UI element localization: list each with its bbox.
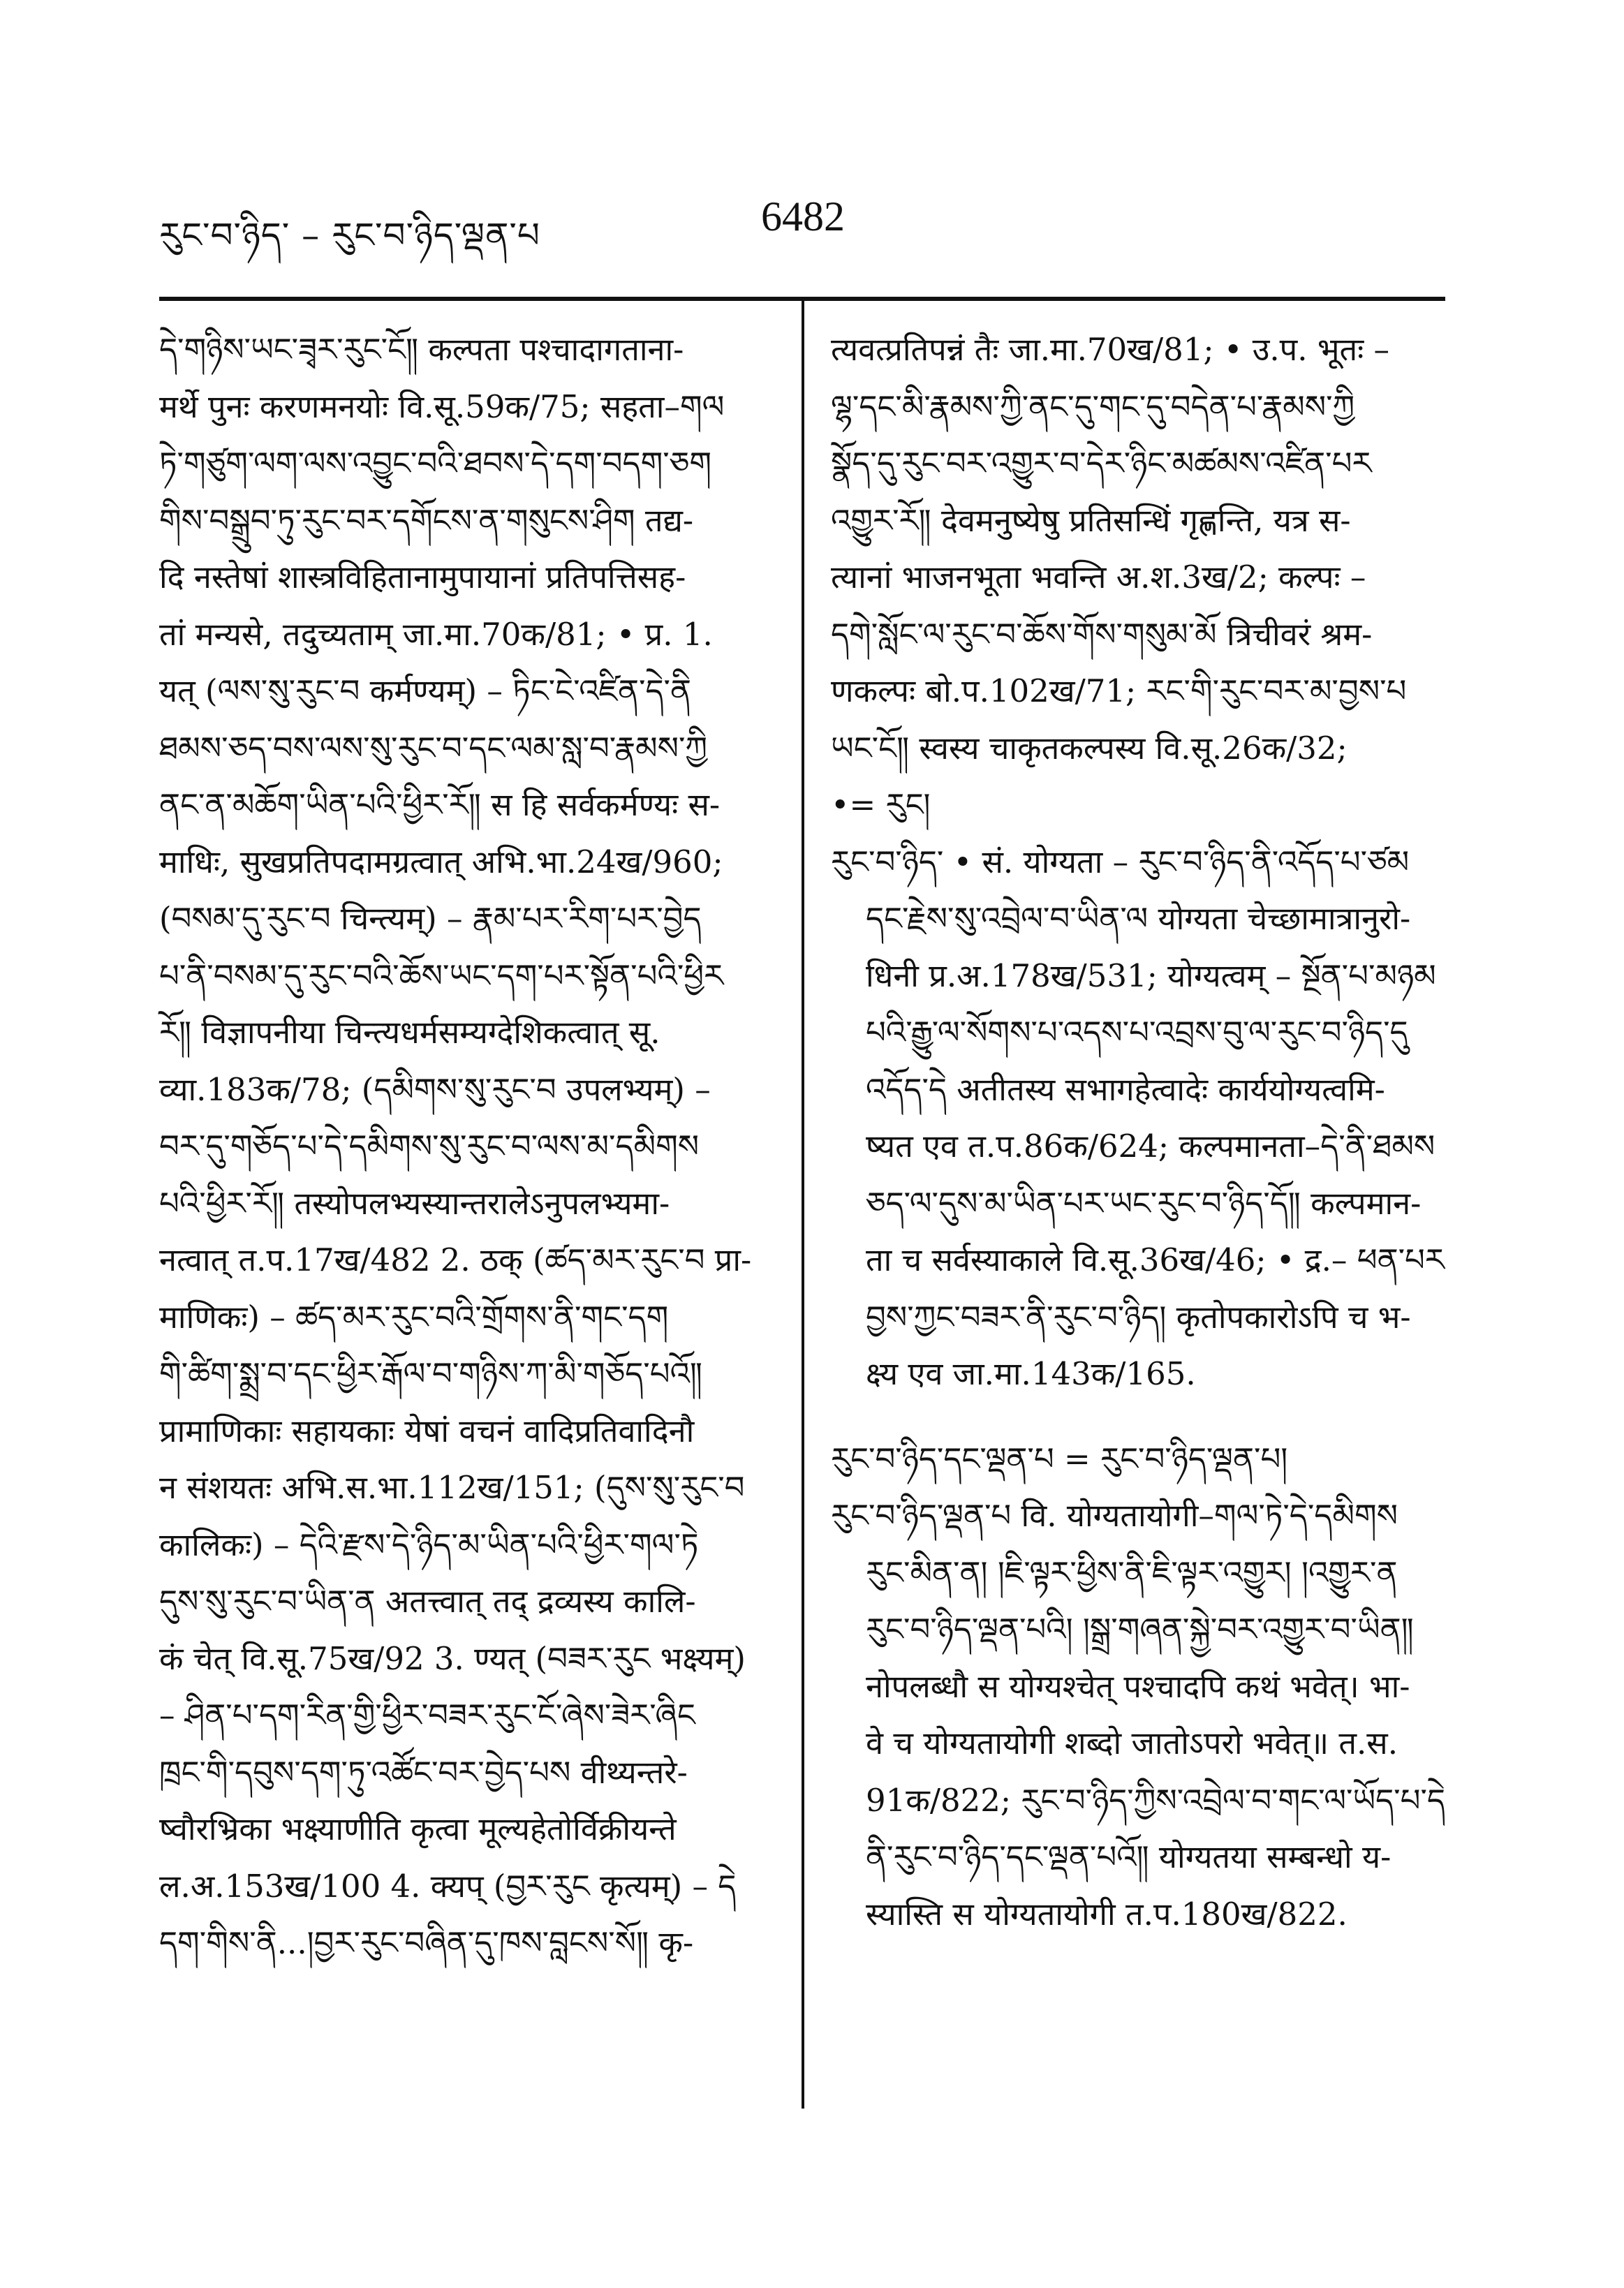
text-line: यत् (ལས་སུ་རུང་བ कर्मण्यम्) – ཏིང་ངེ་འཛིན་དེ་ནི <box>159 672 691 709</box>
text-line: न संशयतः अभि.स.भा.112ख/151; (དུས་སུ་རུང་བ <box>159 1469 745 1506</box>
right-column <box>831 321 1452 1942</box>
headword-line: རུང་བ་ཉིད་དང་ལྡན་པ = རུང་བ་ཉིད་ལྡན་པ། <box>831 1440 1288 1477</box>
text-line: དེ་གཉིས་ཡང་ཟྭར་རུང་ངོ༎ कल्पता पश्चादागताना- <box>159 331 684 368</box>
text-line: དུས་སུ་རུང་བ་ཡིན་ན अतत्त्वात् तद् द्रव्यस्य कालि- <box>159 1583 696 1620</box>
text-line: པ་ནི་བསམ་དུ་རུང་བའི་ཆོས་ཡང་དག་པར་སྟོན་པའི་ཕྱིར <box>159 957 724 994</box>
text-line: པའི་རྒྱུ་ལ་སོགས་པ་འདས་པ་འབྲས་བུ་ལ་རུང་བ་ཉིད་དུ <box>866 1014 1408 1051</box>
text-line: ནང་ན་མཆོག་ཡིན་པའི་ཕྱིར་རོ༎ स हि सर्वकर्मण्यः स- <box>159 786 721 823</box>
text-line: ཐམས་ཅད་བས་ལས་སུ་རུང་བ་དང་ལམ་སླ་བ་རྣམས་ཀྱི <box>159 729 708 767</box>
text-line: གིས་བསྒྲུབ་ཏུ་རུང་བར་དགོངས་ན་གསུངས་ཤིག तद्य- <box>159 501 694 539</box>
entry-gap <box>831 1403 1452 1431</box>
text-line: धिनी प्र.अ.178ख/531; योग्यत्वम् – སྔོན་པ་མཉམ <box>866 957 1436 994</box>
text-line: माणिकः) – ཚད་མར་རུང་བའི་གྲོགས་ནི་གང་དག <box>159 1298 669 1336</box>
text-line: ल.अ.153ख/100 4. क्यप् (བྱར་རུང कृत्यम्) – དེ <box>159 1867 737 1905</box>
text-line: དང་རྗེས་སུ་འབྲེལ་བ་ཡིན་ལ योग्यता चेच्छामात्रानुरो- <box>866 900 1411 937</box>
text-line: त्यानां भाजनभूता भवन्ति अ.श.3ख/2; कल्पः – <box>831 559 1366 596</box>
text-line: क्ष्य एव जा.मा.143क/165. <box>866 1355 1196 1392</box>
text-line: བྱས་ཀྱང་བཟར་ནི་རུང་བ་ཉིད། कृतोपकारोऽपि च भ- <box>866 1298 1411 1336</box>
text-line: དགེ་སློང་ལ་རུང་བ་ཆོས་གོས་གསུམ་མོ त्रिचीवरं श्रम- <box>831 615 1373 653</box>
entry-continuation <box>831 321 1452 834</box>
left-column <box>159 321 781 1972</box>
text-line: 91क/822; རུང་བ་ཉིད་ཀྱིས་འབྲེལ་བ་གང་ལ་ཡོད་པ་དེ <box>866 1781 1445 1819</box>
column-divider <box>802 300 804 2109</box>
text-line: वे च योग्यतायोगी शब्दो जातोऽपरो भवेत्॥ त.स. <box>866 1725 1398 1762</box>
text-line: ནི་རུང་བ་ཉིད་དང་ལྡན་པའོ༎ योग्यतया सम्बन्धो य- <box>866 1838 1392 1875</box>
text-line: तां मन्यसे, तदुच्यताम् जा.मा.70क/81; • प्र. 1. <box>159 615 713 653</box>
text-line: ष्यत एव त.प.86क/624; कल्पमानता–དེ་ནི་ཐམས <box>866 1128 1435 1165</box>
text-line: नत्वात् त.प.17ख/482 2. ठक् (ཚད་མར་རུང་བ प्रा- <box>159 1241 752 1278</box>
text-line: བར་དུ་གཅོད་པ་དེ་དམིགས་སུ་རུང་བ་ལས་མ་དམིགས <box>159 1128 700 1165</box>
entry-rungba-nyid <box>831 834 1452 1403</box>
text-line: – ཤིན་པ་དག་རིན་གྱི་ཕྱིར་བཟར་རུང་ངོ་ཞེས་ཟེར་ཞིང <box>159 1697 695 1734</box>
text-line: ཅད་ལ་དུས་མ་ཡིན་པར་ཡང་རུང་བ་ཉིད་དོ༎ कल्पमान- <box>866 1184 1422 1222</box>
text-line: རུང་མིན་ན། །ཇི་ལྟར་ཕྱིས་ནི་ཇི་ལྟར་འགྱུར། །འགྱུར་ན <box>866 1553 1398 1591</box>
text-line: ता च सर्वस्याकाले वि.सू.36ख/46; • द्र.– ཕན་པར <box>866 1241 1445 1278</box>
text-line: པའི་ཕྱིར་རོ༎ तस्योपलभ्यस्यान्तरालेऽनुपलभ्यमा- <box>159 1184 670 1222</box>
entry-ldan-pa <box>831 1487 1452 1942</box>
text-line: འགྱུར་རོ༎ देवमनुष्येषु प्रतिसन्धिं गृह्णन्ति, यत्र स- <box>831 501 1351 539</box>
text-line: ཡང་ངོ༎ स्वस्य चाकृतकल्पस्य वि.सू.26क/32; <box>831 729 1348 767</box>
text-line: ष्वौरभ्रिका भक्ष्याणीति कृत्वा मूल्यहेतोर्विक्रीयन्ते <box>159 1810 677 1847</box>
text-line: नोपलब्धौ स योग्यश्चेत् पश्चादपि कथं भवेत्। भा- <box>866 1667 1410 1705</box>
entry-dang-ldan <box>831 1431 1452 1488</box>
page-number: 6482 <box>761 193 845 239</box>
headword-line: རུང་བ་ཉིད་ • सं. योग्यता – རུང་བ་ཉིད་ནི་འདོད་པ་ཙམ <box>831 843 1410 880</box>
text-line: णकल्पः बो.प.102ख/71; རང་གི་རུང་བར་མ་བྱས་པ <box>831 672 1407 709</box>
headword-line: རུང་བ་ཉིད་ལྡན་པ वि. योग्यतायोगी–གལ་ཏེ་དེ་དམིགས <box>831 1497 1398 1534</box>
text-line: དག་གིས་ནི...།བྱར་རུང་བཞིན་དུ་ཁས་བླངས་སོ༎ कृ- <box>159 1924 694 1961</box>
text-line: སྣོད་དུ་རུང་བར་འགྱུར་བ་དེར་ཉིང་མཚམས་འཛིན་པར <box>831 445 1372 482</box>
text-line: (བསམ་དུ་རུང་བ चिन्त्यम्) – རྣམ་པར་རིག་པར་བྱེད <box>159 900 702 937</box>
text-line: འདོད་དེ अतीतस्य सभागहेत्वादेः कार्ययोग्यत्वमि- <box>866 1070 1385 1108</box>
text-line: कालिकः) – དེའི་རྫས་དེ་ཉིད་མ་ཡིན་པའི་ཕྱིར་གལ་ཏེ <box>159 1526 699 1563</box>
text-line: རོ༎ विज्ञापनीया चिन्त्यधर्मसम्यग्देशिकत्वात् सू. <box>159 1014 660 1051</box>
text-line: कं चेत् वि.सू.75ख/92 3. ण्यत् (བཟར་རུང भक्ष्यम्) <box>159 1639 746 1677</box>
running-head: རུང་བ་ཉིད་ – རུང་བ་ཉིད་ལྡན་པ <box>159 215 540 256</box>
text-line: प्रामाणिकाः सहायकाः येषां वचनं वादिप्रतिवादिनौ <box>159 1412 695 1449</box>
text-line: •= རུང། <box>831 786 931 823</box>
text-line: གི་ཚིག་སྨྲ་བ་དང་ཕྱིར་རྒོལ་བ་གཉིས་ཀ་མི་གཅོད་པའོ༎ <box>159 1355 703 1392</box>
text-line: माधिः, सुखप्रतिपदामग्रत्वात् अभि.भा.24ख/960; <box>159 843 723 880</box>
text-line: मर्थे पुनः करणमनयोः वि.सू.59क/75; सहता–གལ <box>159 388 725 425</box>
text-line: རུང་བ་ཉིད་ལྡན་པའི། །སྒྲ་གཞན་སྐྱེ་བར་འགྱུར་བ་ཡིན༎ <box>866 1611 1414 1648</box>
text-line: ཁྲང་གི་དབུས་དག་ཏུ་འཚོང་བར་བྱེད་པས वीथ्यन्तरे- <box>159 1753 688 1791</box>
text-line: ལྷ་དང་མི་རྣམས་ཀྱི་ནང་དུ་གང་དུ་བདེན་པ་རྣམས་ཀྱི <box>831 388 1355 425</box>
text-line: त्यवत्प्रतिपन्नं तैः जा.मा.70ख/81; • उ.प. भूतः – <box>831 331 1390 368</box>
text-line: ཏེ་གཙུག་ལག་ལས་འབྱུང་བའི་ཐབས་དེ་དག་བདག་ཅག <box>159 445 712 482</box>
text-line: दि नस्तेषां शास्त्रविहितानामुपायानां प्रतिपत्तिसह- <box>159 559 686 596</box>
text-line: स्यास्ति स योग्यतायोगी त.प.180ख/822. <box>866 1895 1348 1933</box>
text-line: व्या.183क/78; (དམིགས་སུ་རུང་བ उपलभ्यम्) – <box>159 1070 711 1108</box>
